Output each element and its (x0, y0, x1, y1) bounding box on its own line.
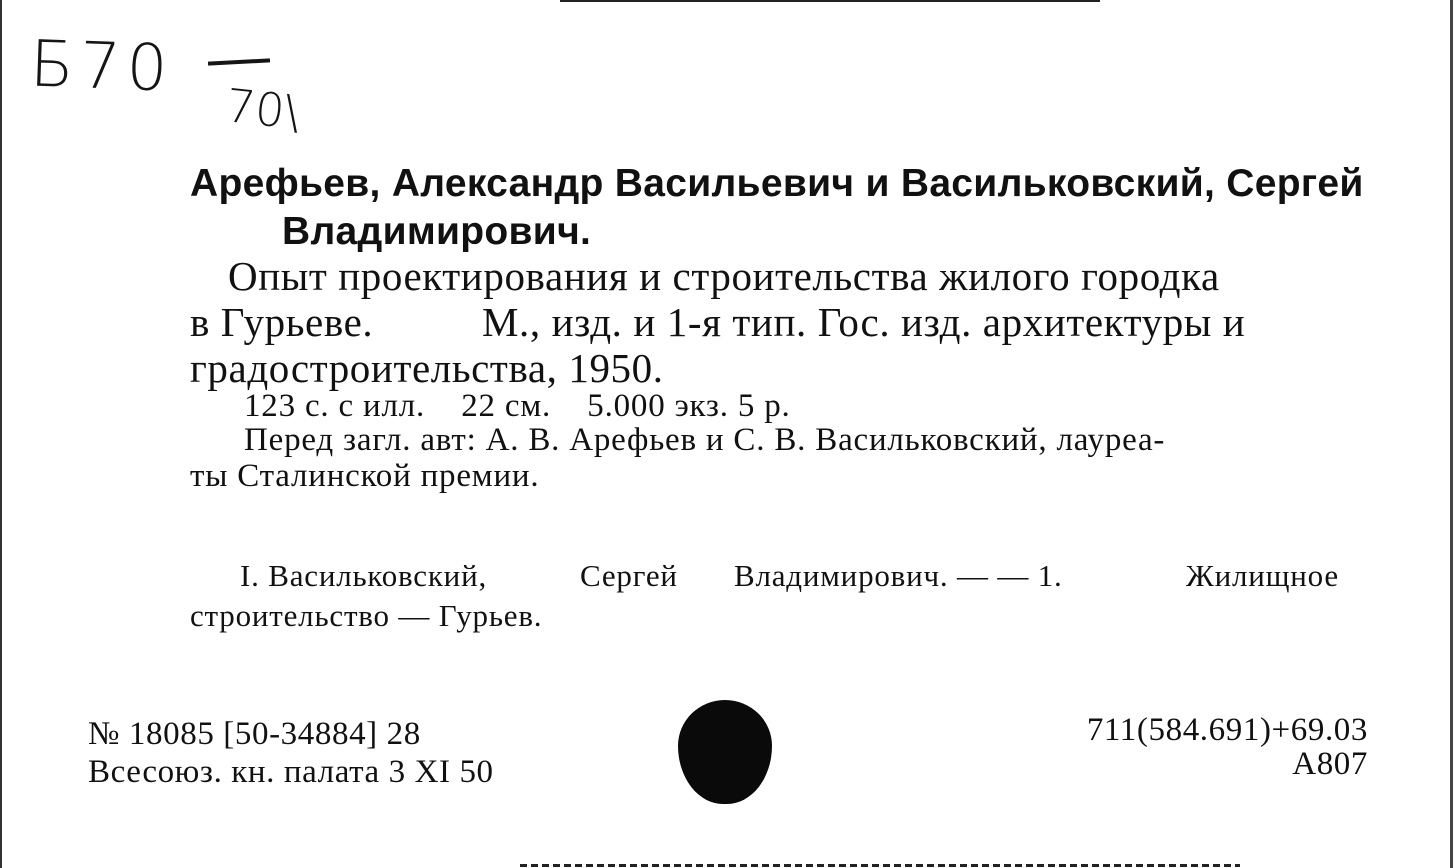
shelf-mark-overline (208, 58, 270, 65)
title-line1: Опыт проектирования и строительства жилого городка (228, 253, 1220, 299)
title-line3: градостроительства, 1950. (190, 345, 664, 391)
note-line2: ты Сталинской премии. (190, 458, 540, 494)
card-bottom-edge (520, 864, 1240, 867)
shelf-mark: Б70 (28, 27, 175, 107)
card-right-edge (1450, 0, 1453, 868)
card-number: № 18085 [50-34884] 28 (88, 716, 421, 752)
classification-index: 711(584.691)+69.03 (1086, 712, 1368, 748)
title-line2-left: в Гурьеве. (190, 299, 374, 345)
punch-hole (678, 700, 772, 804)
collation: 123 с. с илл. 22 см. 5.000 экз. 5 р. (244, 388, 791, 424)
tracing-part2: Сергей (580, 558, 678, 593)
note-line1: Перед загл. авт: А. В. Арефьев и С. В. Васильковский, лауреа- (244, 422, 1166, 458)
author-heading-line1: Арефьев, Александр Васильевич и Васильковский, Сергей (190, 162, 1364, 205)
card-left-edge (0, 0, 2, 868)
author-heading-line2: Владимирович. (282, 210, 592, 253)
book-chamber-date: Всесоюз. кн. палата 3 XI 50 (88, 754, 494, 790)
tracing-part1: I. Васильковский, (240, 558, 488, 593)
tracing-part3: Владимирович. — — 1. (734, 558, 1063, 593)
tracing-line2: строительство — Гурьев. (190, 598, 543, 633)
shelf-mark-sub: 70\ (223, 78, 303, 140)
title-line2-right: М., изд. и 1-я тип. Гос. изд. архитектуры и (482, 299, 1246, 345)
tracing-part4: Жилищное (1186, 558, 1339, 593)
card-top-edge (560, 0, 1100, 2)
author-code: А807 (1292, 746, 1368, 782)
